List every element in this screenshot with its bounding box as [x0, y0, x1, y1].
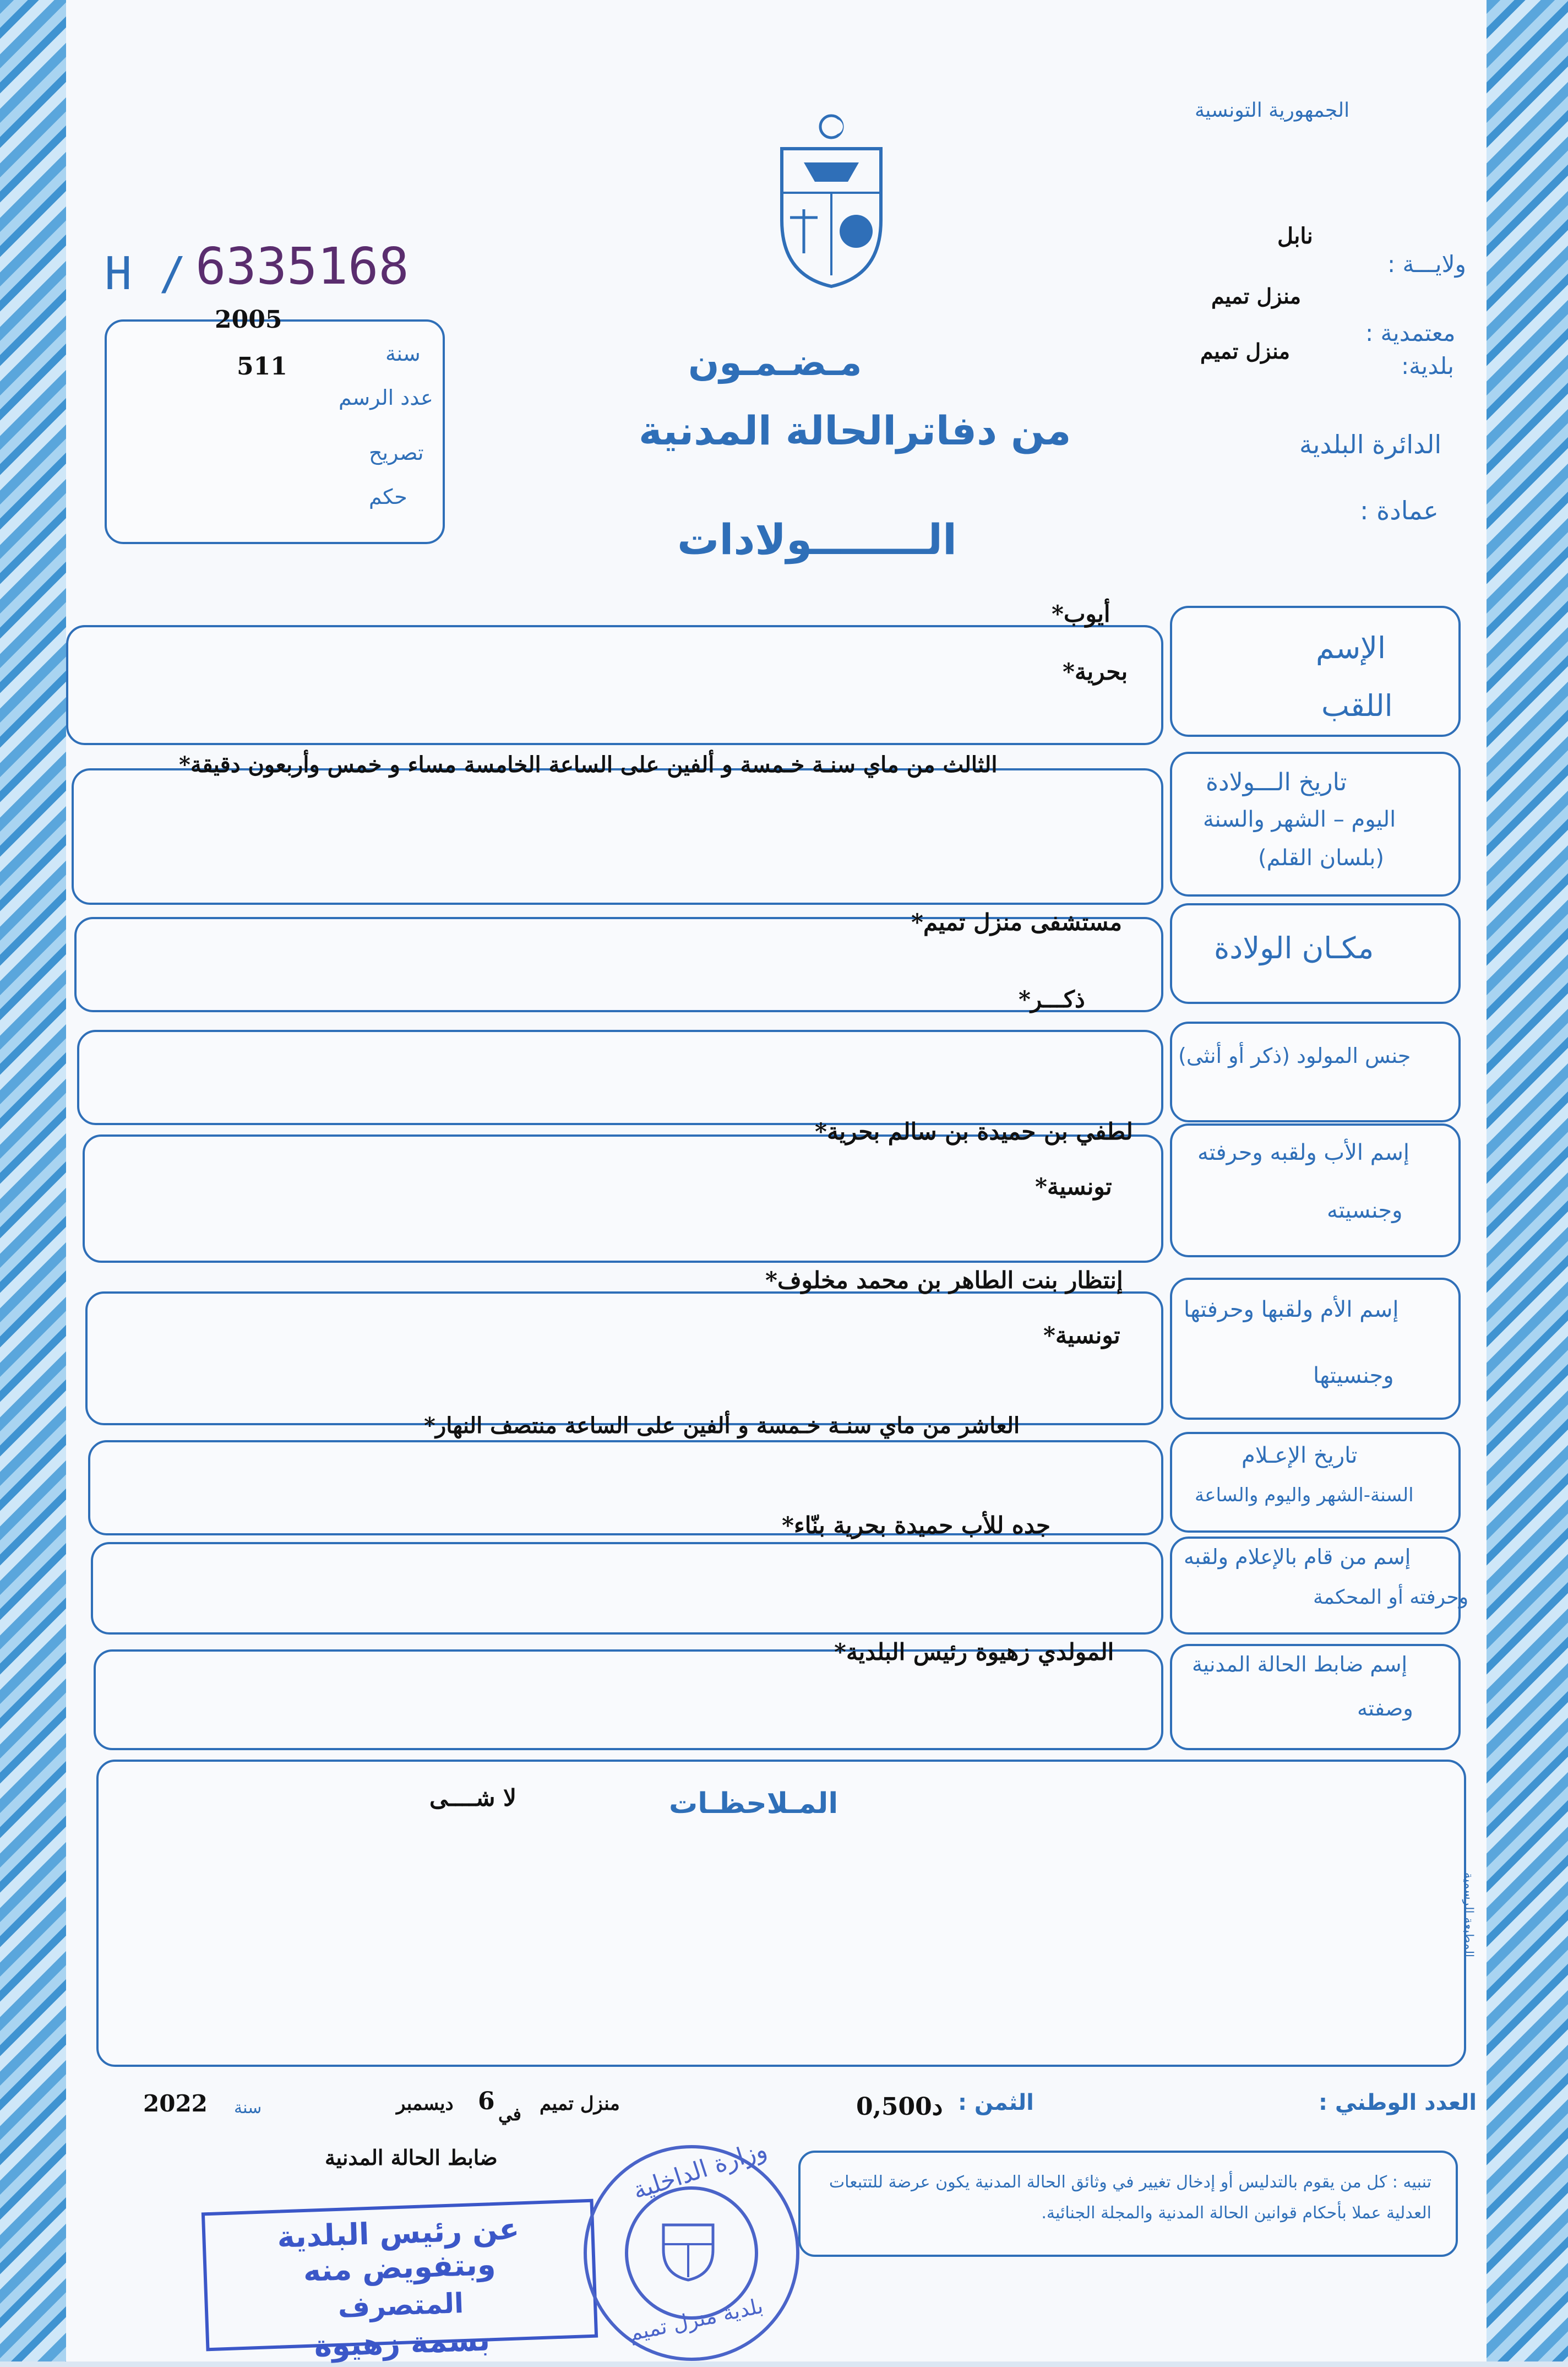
label-first-name: الإسم — [1316, 631, 1386, 665]
left-security-border — [0, 0, 66, 2361]
right-security-border — [1487, 0, 1568, 2361]
date-month: ديسمبر — [396, 2093, 454, 2115]
title-line1: مـضـمـون — [688, 341, 862, 384]
row-sex-label-box — [1170, 1022, 1461, 1122]
printer-mark: المطبعة الرسمية — [1462, 1872, 1476, 1958]
row-name-value-box — [66, 625, 1163, 745]
serial-number: 6335168 — [195, 237, 409, 296]
value-declaration-date: العاشر من ماي سنـة خـمسة و ألفين على الساعة منتصف النهار* — [424, 1413, 1020, 1438]
row-declarant-value-box — [91, 1542, 1163, 1635]
round-stamp-bottom-text: بلدية منزل تميم — [627, 2293, 765, 2346]
value-sex: ذكـــر* — [1019, 986, 1085, 1013]
label-sex: جنس المولود (ذكر أو أنثى) — [1178, 1044, 1411, 1068]
remarks-label: المـلاحظـات — [669, 1787, 839, 1820]
official-rect-stamp — [202, 2199, 598, 2364]
tunisia-coat-of-arms-icon — [765, 110, 897, 292]
row-birthdate-value-box — [72, 768, 1163, 905]
round-stamp-emblem-icon — [658, 2217, 718, 2283]
date-day: 6 — [478, 2087, 495, 2115]
registry-number-value: 511 — [237, 352, 287, 381]
stamp-line2: المتصرف — [337, 2287, 465, 2323]
district-label: الدائرة البلدية — [1299, 430, 1442, 459]
date-place: منزل تميم — [540, 2093, 620, 2115]
label-officer: إسم ضابط الحالة المدنية — [1192, 1652, 1408, 1676]
municipality-label: بلدية: — [1401, 352, 1454, 379]
stamp-line1: عن رئيس البلدية وبتفويض منه — [276, 2211, 520, 2289]
registry-number-label: عدد الرسم — [339, 386, 433, 410]
registry-declaration-label: تصريح — [369, 441, 424, 465]
value-officer: المولدي زهيوة رئيس البلدية* — [834, 1638, 1114, 1665]
title-line2: من دفاترالحالة المدنية — [639, 408, 1071, 454]
remarks-value: لا شــــى — [429, 1784, 516, 1811]
value-birth-date: الثالث من ماي سنـة خـمسة و ألفين على الساعة الخامسة مساء و خمس وأربعون دقيقة* — [179, 752, 998, 778]
value-mother: إنتظار بنت الطاهر بن محمد مخلوف* — [765, 1267, 1123, 1294]
row-father-value-box — [83, 1134, 1163, 1263]
imada-label: عمادة : — [1360, 496, 1439, 525]
value-last-name: بحرية* — [1063, 658, 1128, 685]
label-declarant-occupation: وحرفته أو المحكمة — [1313, 1586, 1469, 1609]
value-declarant: جده للأب حميدة بحرية بنّاء* — [782, 1512, 1050, 1539]
label-mother: إسم الأم ولقبها وحرفتها — [1184, 1297, 1399, 1322]
label-birth-date: تاريخ الـــولادة — [1206, 768, 1347, 796]
date-year: 2022 — [143, 2090, 208, 2117]
row-sex-value-box — [77, 1030, 1163, 1125]
registry-year-value: 2005 — [215, 306, 282, 334]
governorate-value: نابل — [1277, 223, 1313, 249]
price-label: الثمن : — [958, 2090, 1034, 2115]
label-declaration-date: تاريخ الإعـلام — [1242, 1443, 1358, 1468]
stamp-line3: بسمة زهيوة — [313, 2322, 491, 2364]
label-declarant: إسم من قام بالإعلام ولقبه — [1184, 1545, 1411, 1569]
registry-year-label: سنة — [385, 341, 421, 366]
delegation-value: منزل تميم — [1211, 284, 1301, 308]
label-father-nationality: وجنسيته — [1327, 1198, 1403, 1223]
label-declaration-date-format: السنة-الشهر واليوم والساعة — [1195, 1484, 1414, 1506]
value-mother-nationality: تونسية* — [1043, 1322, 1120, 1349]
governorate-label: ولايـــة : — [1387, 251, 1466, 278]
value-father: لطفي بن حميدة بن سالم بحرية* — [815, 1118, 1133, 1145]
notice-text: تنبيه : كل من يقوم بالتدليس أو إدخال تغيير في وثائق الحالة المدنية يكون عرضة للتتبعات العدلية عملا بأحكام قوانين الحالة المدنية والمجلة الجنائية. — [829, 2173, 1431, 2223]
round-stamp-top-text: وزارة الداخلية — [629, 2135, 771, 2205]
municipality-value: منزل تميم — [1200, 339, 1290, 363]
republic-heading: الجمهورية التونسية — [1195, 99, 1350, 122]
label-last-name: اللقب — [1321, 688, 1393, 723]
value-father-nationality: تونسية* — [1035, 1173, 1112, 1200]
value-first-name: أيوب* — [1052, 600, 1110, 627]
date-on: في — [498, 2104, 521, 2125]
date-year-label: سنة — [234, 2098, 262, 2118]
label-birth-date-note: (بلسان القلم) — [1258, 845, 1384, 871]
label-officer-title: وصفته — [1357, 1696, 1413, 1720]
serial-prefix: H / — [105, 248, 187, 300]
title-line3: الــــــــولادات — [677, 515, 957, 564]
delegation-label: معتمدية : — [1365, 319, 1456, 346]
label-birth-date-format: اليوم – الشهر والسنة — [1203, 807, 1396, 832]
national-number-label: العدد الوطني : — [1319, 2090, 1477, 2115]
officer-signature-title: ضابط الحالة المدنية — [325, 2145, 498, 2170]
row-mother-value-box — [85, 1291, 1163, 1425]
label-father: إسم الأب ولقبه وحرفته — [1197, 1140, 1409, 1165]
label-birth-place: مكـان الولادة — [1214, 931, 1374, 965]
price-value: 0,500د — [856, 2093, 943, 2121]
label-mother-nationality: وجنسيتها — [1313, 1363, 1394, 1388]
row-name-label-box — [1170, 606, 1461, 737]
value-birth-place: مستشفى منزل تميم* — [911, 909, 1123, 936]
registry-judgment-label: حكم — [369, 485, 407, 509]
